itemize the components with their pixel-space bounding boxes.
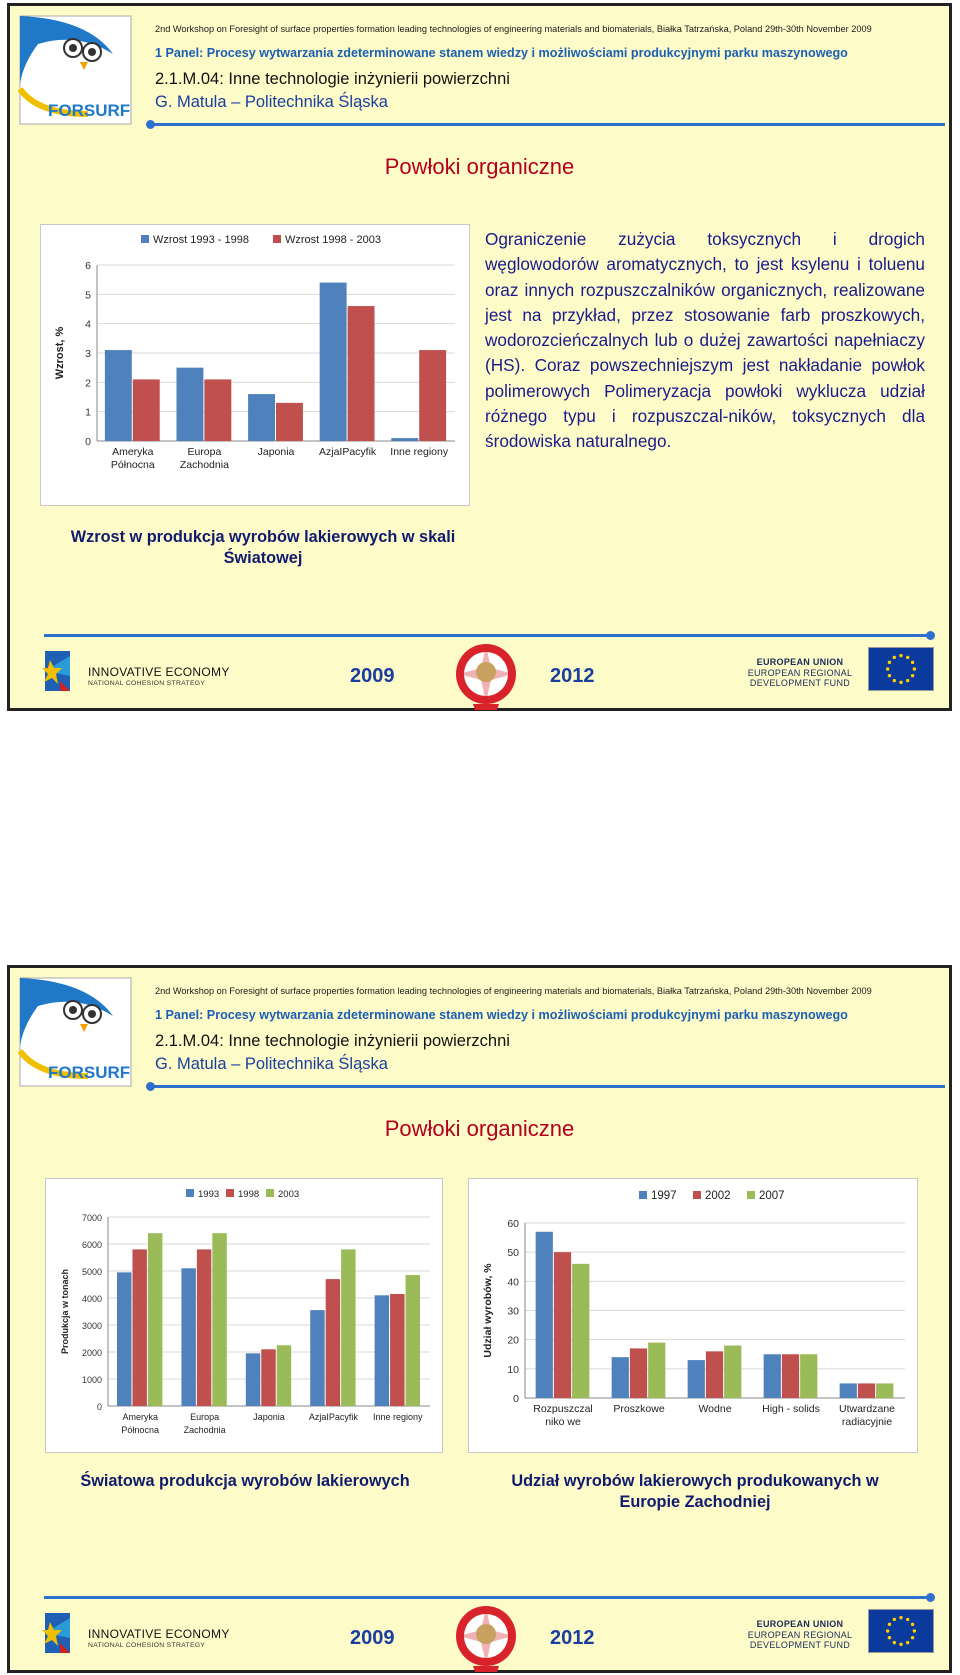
legend-swatch (747, 1191, 755, 1199)
eu-line-1: EUROPEAN UNION (756, 657, 844, 667)
x-tick-label: Proszkowe (613, 1403, 665, 1415)
x-tick-label: Europa (187, 446, 222, 458)
bar-Wzrost-1998---2003-1 (204, 379, 231, 441)
bar-2002-4 (858, 1383, 875, 1398)
x-tick-label: Inne regiony (373, 1412, 423, 1422)
bar-2007-3 (800, 1354, 817, 1398)
bar-1998-4 (390, 1294, 404, 1406)
bar-Wzrost-1993---1998-4 (391, 438, 418, 441)
bar-2002-1 (630, 1348, 647, 1398)
slide-2 (7, 965, 952, 1673)
y-axis-label: Wzrost, % (54, 326, 66, 380)
eu-star (899, 654, 902, 657)
bar-2002-0 (554, 1252, 571, 1398)
bar-1998-2 (261, 1349, 275, 1406)
x-tick-label: Zachodnia (183, 1425, 226, 1435)
legend-label: 1993 (198, 1189, 220, 1200)
header-divider (150, 123, 945, 126)
forsurf-logo (18, 14, 133, 126)
y-tick-label: 2000 (81, 1348, 102, 1358)
legend-swatch (141, 235, 149, 243)
x-tick-label: Północna (110, 459, 155, 471)
legend-label: Wzrost 1993 - 1998 (153, 234, 249, 246)
eu-star (886, 1629, 889, 1632)
panel-prefix: 1 Panel: (155, 46, 204, 60)
eu-star (913, 1629, 916, 1632)
ie-subtitle: NATIONAL COHESION STRATEGY (88, 680, 206, 687)
panel-prefix: 1 Panel: (155, 1008, 204, 1022)
bar-Wzrost-1998---2003-4 (419, 350, 446, 441)
header-divider (150, 1085, 945, 1088)
footer-divider (44, 634, 931, 637)
bar-1997-3 (764, 1354, 781, 1398)
workshop-line: 2nd Workshop on Foresight of surface properties formation leading technologies of engineering materials and biomaterials, Białka Tatrzańska, Poland 29th-30th November 2009 (155, 24, 872, 34)
eu-star (893, 679, 896, 682)
chart-share-box (468, 1178, 918, 1453)
bar-1998-3 (326, 1279, 340, 1406)
innovative-economy-logo (40, 646, 80, 696)
bar-2003-0 (148, 1233, 162, 1406)
bar-2003-4 (406, 1275, 420, 1406)
slide-title: Powłoki organiczne (384, 154, 575, 179)
legend-swatch (266, 1189, 274, 1197)
eu-star (899, 1616, 902, 1619)
eu-star (899, 681, 902, 684)
eu-fund-text (745, 657, 855, 689)
bar-Wzrost-1993---1998-3 (320, 283, 347, 441)
x-tick-label: Zachodnia (179, 459, 229, 471)
legend-swatch (226, 1189, 234, 1197)
year-start: 2009 (350, 665, 395, 687)
y-tick-label: 60 (507, 1218, 519, 1230)
slide-1 (7, 3, 952, 711)
bar-2003-2 (277, 1345, 291, 1406)
university-emblem (453, 1600, 519, 1674)
y-tick-label: 5000 (81, 1267, 102, 1277)
university-emblem (453, 638, 519, 712)
eu-star (888, 674, 891, 677)
bar-2003-1 (212, 1233, 226, 1406)
y-tick-label: 7000 (81, 1213, 102, 1223)
x-tick-label: Północna (121, 1425, 159, 1435)
legend-swatch (273, 235, 281, 243)
chart-caption-right: Udział wyrobów lakierowych produkowanych w Europie Zachodniej (511, 1472, 879, 1511)
eu-flag-icon (868, 1609, 934, 1653)
bar-Wzrost-1993---1998-1 (176, 368, 203, 441)
chart-production-box (45, 1178, 443, 1453)
panel-text: Procesy wytwarzania zdeterminowane stanem wiedzy i możliwościami produkcyjnymi parku maszynowego (203, 46, 848, 60)
eu-line-2: EUROPEAN REGIONAL (747, 1629, 853, 1640)
y-tick-label: 4 (85, 318, 91, 331)
ie-title: INNOVATIVE ECONOMY (88, 1627, 230, 1641)
x-tick-label: AzjaIPacyfik (308, 1412, 358, 1422)
eu-star (911, 661, 914, 664)
y-tick-label: 0 (96, 1402, 102, 1412)
x-tick-label: niko we (545, 1416, 581, 1428)
y-tick-label: 3 (85, 348, 91, 360)
bar-2007-1 (648, 1343, 665, 1398)
topic-code: 2.1.M.04: Inne technologie inżynierii powierzchni (155, 1032, 510, 1050)
x-tick-label: High - solids (762, 1403, 820, 1415)
x-tick-label: Utwardzane (838, 1403, 896, 1415)
chart-production (46, 1179, 444, 1454)
author-line: G. Matula – Politechnika Śląska (155, 93, 388, 111)
logo-wordmark: FORSURF (48, 101, 131, 120)
y-axis-label: Udział wyrobów, % (482, 1263, 494, 1358)
x-tick-label: Wodne (698, 1403, 732, 1415)
eu-line-2: EUROPEAN REGIONAL (747, 667, 853, 678)
bar-Wzrost-1993---1998-0 (105, 350, 132, 441)
bar-2002-3 (782, 1354, 799, 1398)
x-tick-label: Rozpuszczal (533, 1403, 593, 1415)
legend-swatch (186, 1189, 194, 1197)
eu-star (911, 1623, 914, 1626)
logo-wordmark: FORSURF (48, 1063, 131, 1082)
x-tick-label: Inne regiony (390, 446, 449, 458)
chart-caption: Wzrost w produkcja wyrobów lakierowych w skali Światowej (70, 528, 456, 567)
ie-subtitle: NATIONAL COHESION STRATEGY (88, 1642, 206, 1649)
bar-1993-1 (181, 1268, 195, 1406)
eu-flag-icon (868, 647, 934, 691)
eu-star (888, 661, 891, 664)
eu-star (906, 1641, 909, 1644)
eu-star (888, 1636, 891, 1639)
eu-star (906, 679, 909, 682)
bar-1998-1 (197, 1249, 211, 1406)
eu-star (886, 667, 889, 670)
panel-text: Procesy wytwarzania zdeterminowane stanem wiedzy i możliwościami produkcyjnymi parku maszynowego (203, 1008, 848, 1022)
eu-line-3: DEVELOPMENT FUND (749, 678, 851, 688)
panel-line (155, 46, 848, 60)
legend-label: 1997 (651, 1190, 677, 1202)
y-tick-label: 10 (507, 1363, 519, 1376)
ie-title: INNOVATIVE ECONOMY (88, 665, 230, 679)
bar-2007-0 (572, 1264, 589, 1398)
legend-swatch (639, 1191, 647, 1199)
bar-1993-2 (246, 1353, 260, 1406)
author-line: G. Matula – Politechnika Śląska (155, 1055, 388, 1073)
legend-swatch (693, 1191, 701, 1199)
year-end: 2012 (550, 1627, 595, 1649)
bar-1993-0 (117, 1272, 131, 1406)
chart-growth-box (40, 224, 470, 506)
chart-caption-left: Światowa produkcja wyrobów lakierowych (80, 1472, 410, 1490)
eu-star (906, 1618, 909, 1621)
eu-fund-text (745, 1619, 855, 1651)
forsurf-logo (18, 976, 133, 1088)
year-end: 2012 (550, 665, 595, 687)
legend-label: Wzrost 1998 - 2003 (285, 234, 381, 246)
y-tick-label: 50 (507, 1247, 519, 1260)
bar-Wzrost-1993---1998-2 (248, 394, 275, 441)
eu-line-1: EUROPEAN UNION (756, 1619, 844, 1629)
bar-Wzrost-1998---2003-2 (276, 403, 303, 441)
bar-1998-0 (132, 1249, 146, 1406)
y-tick-label: 1 (85, 406, 91, 419)
y-axis-label: Produkcja w tonach (60, 1268, 70, 1355)
y-tick-label: 30 (507, 1305, 519, 1318)
bar-2007-2 (724, 1346, 741, 1399)
eu-star (906, 656, 909, 659)
y-tick-label: 1000 (81, 1375, 102, 1385)
x-tick-label: Japonia (257, 446, 295, 458)
y-tick-label: 4000 (81, 1294, 102, 1304)
eu-line-3: DEVELOPMENT FUND (749, 1640, 851, 1650)
eu-star (911, 1636, 914, 1639)
bar-1993-4 (375, 1295, 389, 1406)
bar-2002-2 (706, 1351, 723, 1398)
bar-1997-4 (840, 1383, 857, 1398)
x-tick-label: Europa (190, 1412, 220, 1422)
y-tick-label: 5 (85, 289, 91, 302)
bar-1997-0 (536, 1232, 553, 1398)
x-tick-label: Ameryka (112, 446, 154, 458)
legend-label: 1998 (238, 1189, 260, 1200)
eu-star (893, 1618, 896, 1621)
legend-label: 2002 (705, 1190, 731, 1202)
y-tick-label: 3000 (81, 1321, 102, 1331)
legend-label: 2003 (278, 1189, 300, 1200)
eu-star (899, 1643, 902, 1646)
eu-star (913, 667, 916, 670)
innovative-economy-logo (40, 1608, 80, 1658)
x-tick-label: Japonia (253, 1412, 285, 1422)
y-tick-label: 20 (507, 1334, 519, 1347)
eu-star (893, 1641, 896, 1644)
x-tick-label: Ameryka (122, 1412, 158, 1422)
y-tick-label: 2 (85, 377, 91, 390)
bar-Wzrost-1998---2003-0 (133, 379, 160, 441)
bar-1997-2 (688, 1360, 705, 1398)
bar-Wzrost-1998---2003-3 (348, 306, 375, 441)
panel-line (155, 1008, 848, 1022)
bar-1993-3 (310, 1310, 324, 1406)
footer-divider (44, 1596, 931, 1599)
y-tick-label: 6 (85, 260, 91, 272)
bar-2003-3 (341, 1249, 355, 1406)
eu-star (893, 656, 896, 659)
x-tick-label: AzjaIPacyfik (319, 446, 377, 458)
y-tick-label: 0 (85, 436, 91, 448)
y-tick-label: 40 (507, 1276, 519, 1289)
year-start: 2009 (350, 1627, 395, 1649)
y-tick-label: 6000 (81, 1240, 102, 1250)
legend-label: 2007 (759, 1190, 785, 1202)
body-paragraph: Ograniczenie zużycia toksycznych i drogich węglowodorów aromatycznych, to jest ksylenu i toluenu oraz innych rozpuszczalników organicznych, realizowane jest na przykład, przez stosowanie farb proszkowych, wodorozcieńczalnych lub o dużej zawartości napełniaczy (HS). Coraz powszechniejszym jest nakładanie powłok polimerowych Polimeryzacja powłoki wyklucza udział różnego typu i rozpuszczal-ników, toksycznych dla środowiska naturalnego. (485, 229, 925, 452)
slide-title: Powłoki organiczne (384, 1116, 575, 1141)
chart-growth (41, 225, 471, 507)
workshop-line: 2nd Workshop on Foresight of surface properties formation leading technologies of engineering materials and biomaterials, Białka Tatrzańska, Poland 29th-30th November 2009 (155, 986, 872, 996)
chart-share (469, 1179, 919, 1454)
topic-code: 2.1.M.04: Inne technologie inżynierii powierzchni (155, 70, 510, 88)
x-tick-label: radiacyjnie (841, 1416, 893, 1428)
y-tick-label: 0 (513, 1393, 519, 1405)
eu-star (911, 674, 914, 677)
bar-2007-4 (876, 1383, 893, 1398)
eu-star (888, 1623, 891, 1626)
bar-1997-1 (612, 1357, 629, 1398)
